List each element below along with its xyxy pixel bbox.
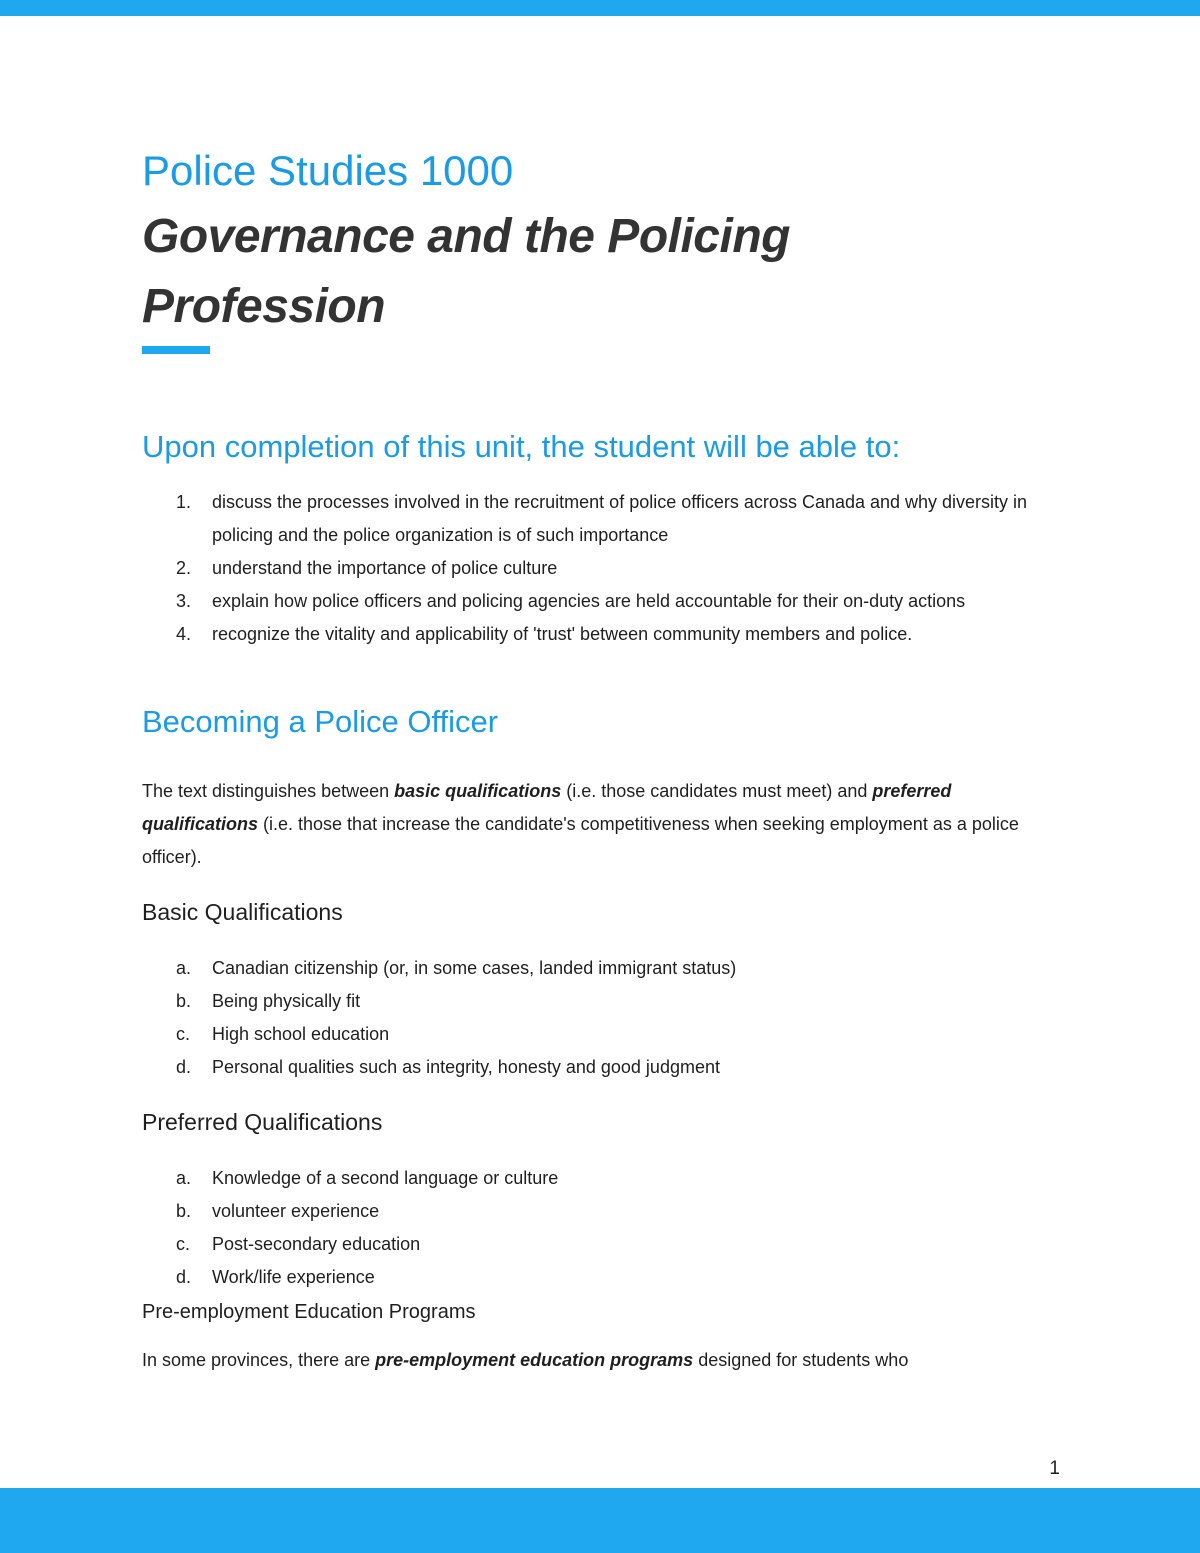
preferred-qualification-text: Work/life experience (212, 1267, 375, 1287)
basic-qualification-item (142, 985, 1052, 1018)
basic-qualification-item (142, 1051, 1052, 1084)
objectives-heading: Upon completion of this unit, the student will be able to: (142, 429, 901, 464)
preferred-qualification-text: Knowledge of a second language or culture (212, 1168, 559, 1188)
preferred-qualification-item (142, 1195, 1052, 1228)
preferred-qualifications-list (142, 1162, 1052, 1294)
pre-employment-programs-heading: Pre-employment Education Programs (142, 1301, 476, 1323)
basic-qualification-item (142, 1018, 1052, 1051)
title-underline-rule (142, 346, 210, 354)
basic-qualifications-list (142, 952, 1052, 1084)
objective-item (142, 552, 1052, 585)
page-number: 1 (1049, 1458, 1060, 1479)
course-title: Police Studies 1000 (142, 147, 514, 194)
objectives-list (142, 486, 1052, 651)
preferred-qualification-text: Post-secondary education (212, 1234, 421, 1254)
qualifications-intro-paragraph (142, 775, 1052, 874)
list-marker: d. (176, 1057, 192, 1077)
list-marker: 1. (176, 492, 192, 512)
list-marker: c. (176, 1024, 191, 1044)
intro-text-part-1: The text distinguishes between (142, 781, 395, 801)
list-marker: a. (176, 958, 192, 978)
pre-employment-programs-term: pre-employment education programs (375, 1350, 694, 1370)
basic-qualifications-heading: Basic Qualifications (142, 899, 343, 925)
unit-title (142, 202, 1052, 342)
objective-text: explain how police officers and policing agencies are held accountable for their on-duty actions (212, 591, 966, 611)
objective-item (142, 585, 1052, 618)
preferred-qualification-item (142, 1228, 1052, 1261)
list-marker: 4. (176, 624, 192, 644)
top-accent-bar (0, 0, 1200, 16)
list-marker: b. (176, 1201, 192, 1221)
basic-qualifications-term: basic qualifications (394, 781, 562, 801)
unit-title-line-1: Governance and the Policing (142, 210, 790, 263)
preferred-qualification-item (142, 1261, 1052, 1294)
list-marker: 3. (176, 591, 192, 611)
preferred-qualifications-heading: Preferred Qualifications (142, 1109, 383, 1135)
basic-qualification-text: High school education (212, 1024, 390, 1044)
list-marker: c. (176, 1234, 191, 1254)
list-marker: b. (176, 991, 192, 1011)
pre-employment-paragraph (142, 1344, 1052, 1377)
preferred-qualifications-term: preferred qualifications (142, 781, 952, 834)
list-marker: a. (176, 1168, 192, 1188)
objective-text: recognize the vitality and applicability of 'trust' between community members and police. (212, 624, 913, 644)
pre-employment-text-part-2: designed for students who (693, 1350, 909, 1370)
objective-item (142, 486, 1052, 552)
becoming-officer-heading: Becoming a Police Officer (142, 704, 499, 739)
basic-qualification-text: Canadian citizenship (or, in some cases, landed immigrant status) (212, 958, 737, 978)
intro-text-part-2: (i.e. those candidates must meet) and (561, 781, 873, 801)
intro-text-part-3: (i.e. those that increase the candidate's competitiveness when seeking employment as a police officer). (142, 814, 1019, 867)
basic-qualification-text: Being physically fit (212, 991, 361, 1011)
list-marker: 2. (176, 558, 192, 578)
list-marker: d. (176, 1267, 192, 1287)
pre-employment-text-part-1: In some provinces, there are (142, 1350, 376, 1370)
objective-item (142, 618, 1052, 651)
basic-qualification-item (142, 952, 1052, 985)
preferred-qualification-item (142, 1162, 1052, 1195)
objective-text: discuss the processes involved in the recruitment of police officers across Canada and why diversity in policing and the police organization is of such importance (212, 492, 1028, 545)
document-content (142, 140, 1052, 1377)
preferred-qualification-text: volunteer experience (212, 1201, 380, 1221)
objective-text: understand the importance of police culture (212, 558, 558, 578)
basic-qualification-text: Personal qualities such as integrity, honesty and good judgment (212, 1057, 720, 1077)
bottom-accent-bar (0, 1488, 1200, 1553)
unit-title-line-2: Profession (142, 280, 386, 333)
